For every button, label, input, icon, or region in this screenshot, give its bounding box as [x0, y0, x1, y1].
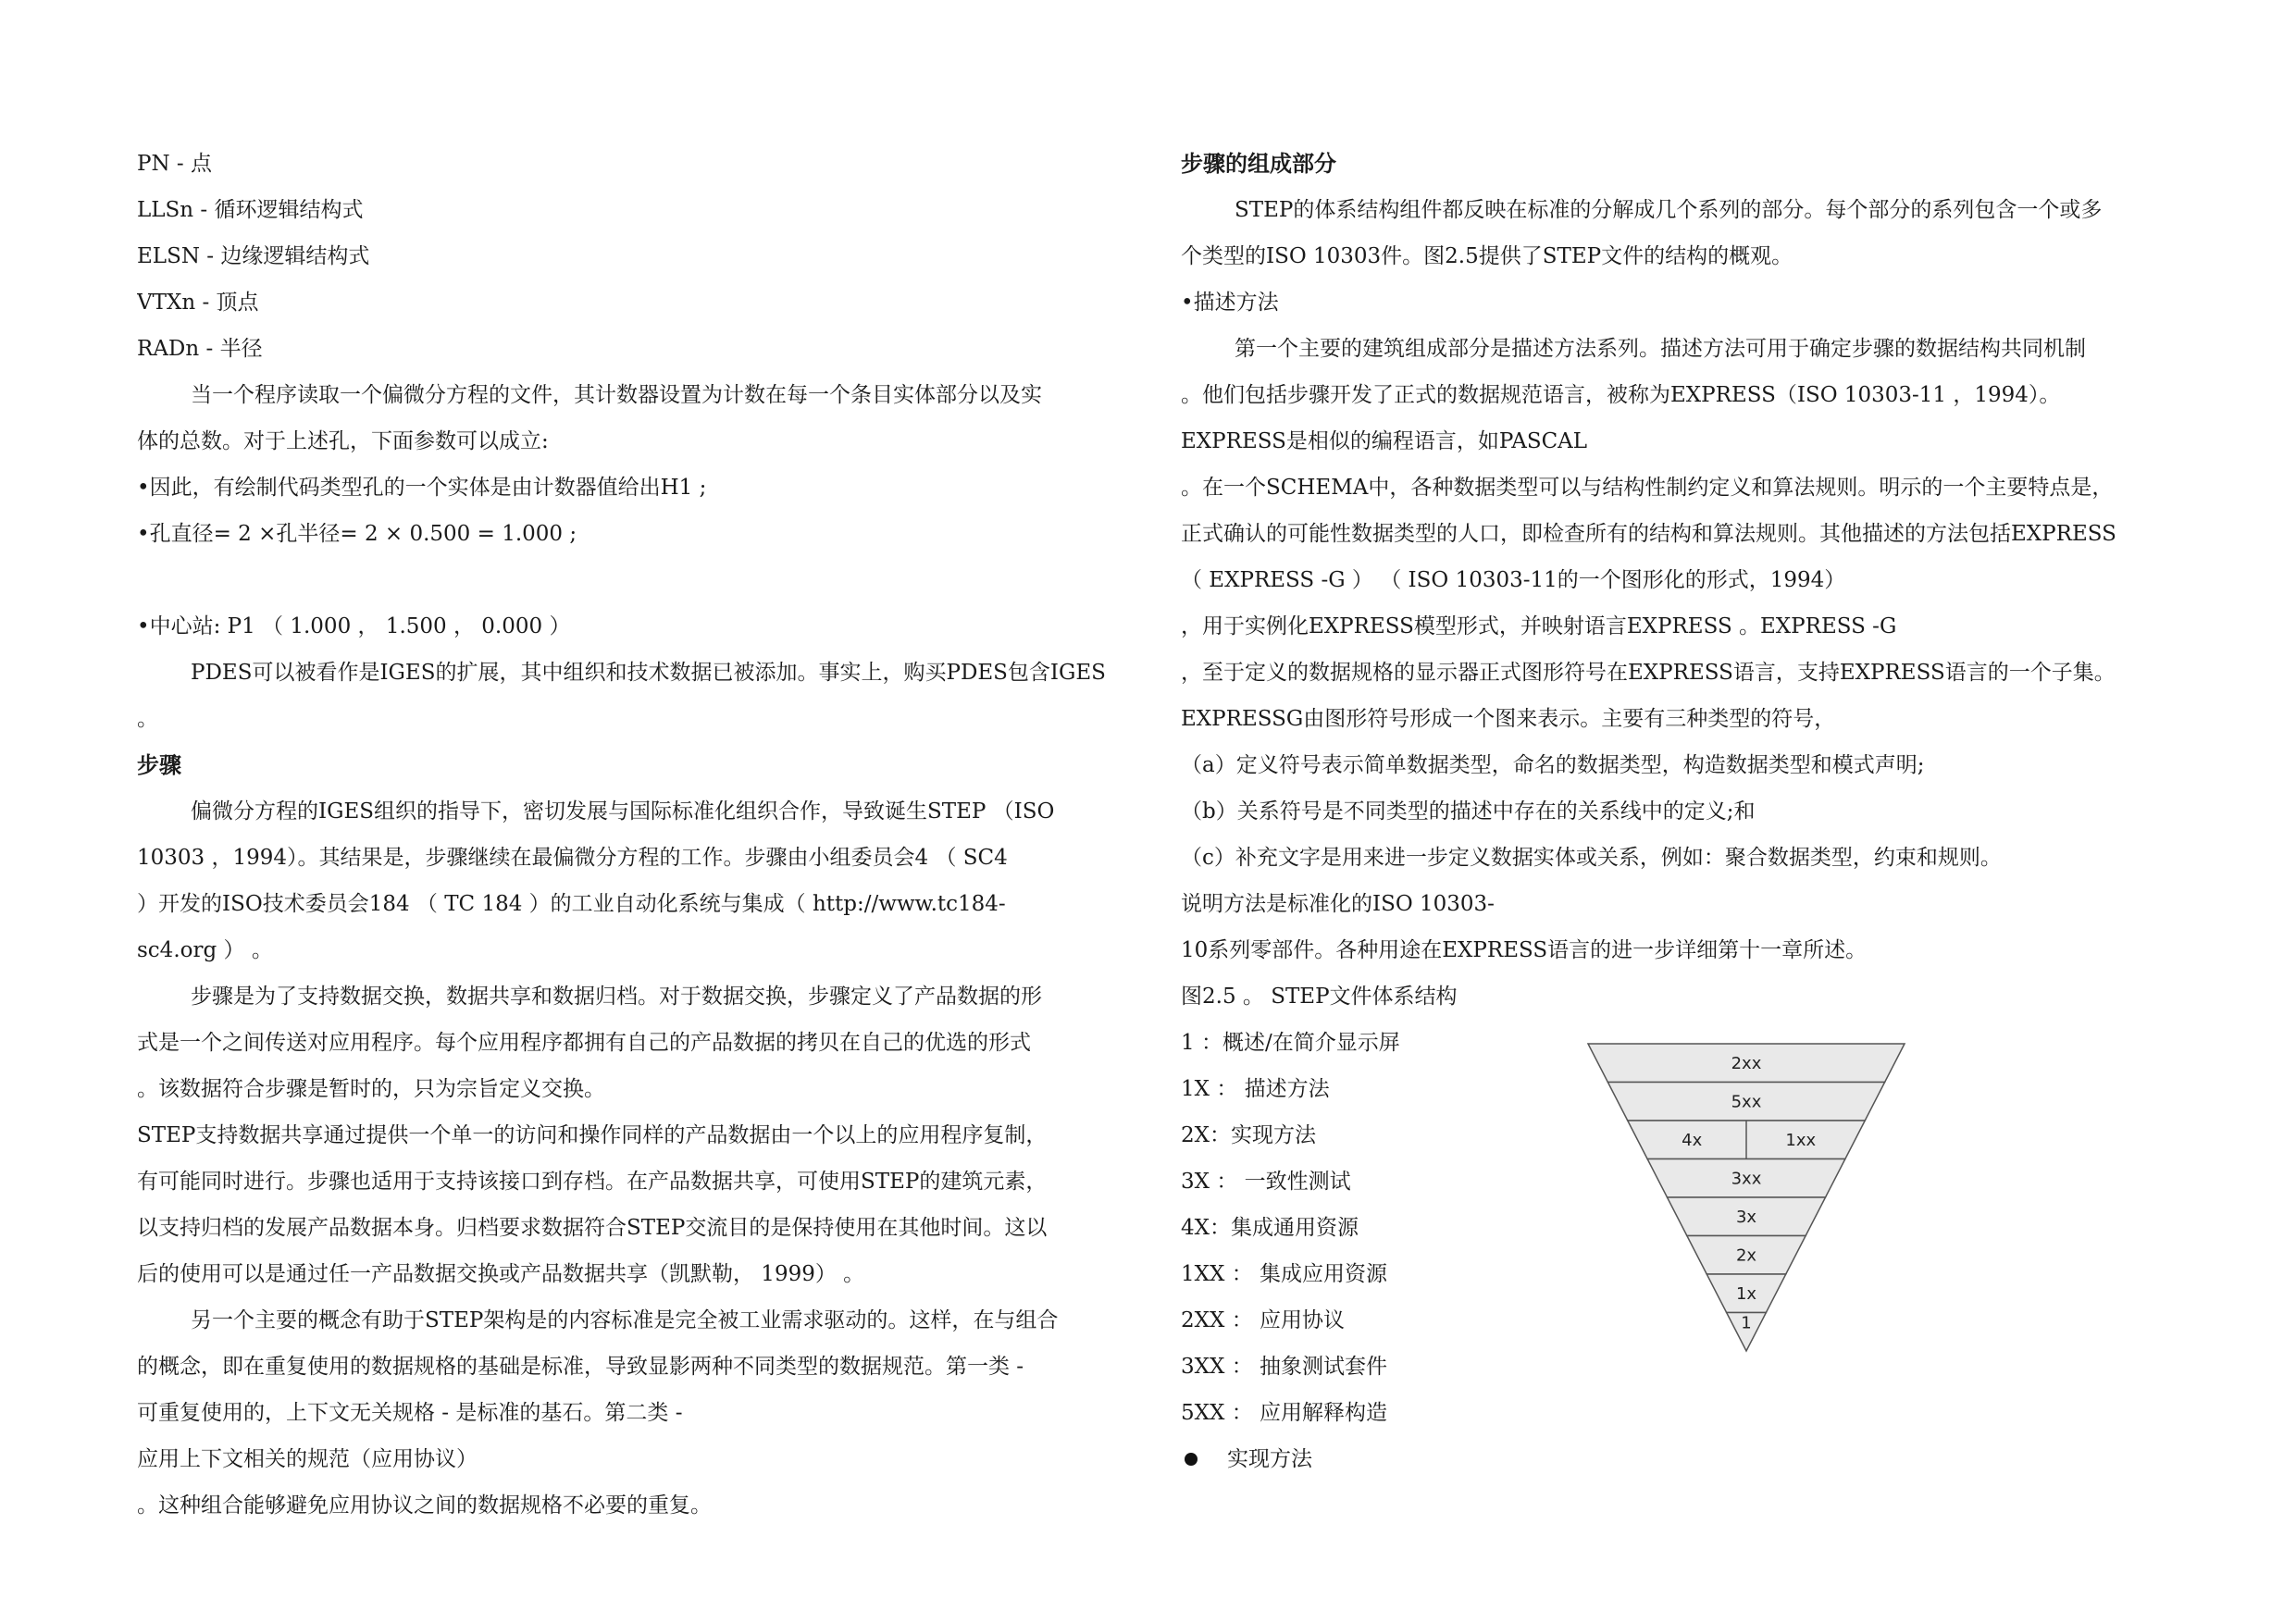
right-text-line: 5XX ： 应用解释构造: [1181, 1401, 1388, 1425]
pyramid-layer-label: 5xx: [1731, 1092, 1762, 1112]
right-text-line: 说明方法是标准化的ISO 10303-: [1181, 892, 1495, 916]
left-text-line: 的概念，即在重复使用的数据规格的基础是标准，导致显影两种不同类型的数据规范。第一类 -: [137, 1355, 1024, 1379]
right-text-line: ，用于实例化EXPRESS模型形式，并映射语言EXPRESS 。EXPRESS -G: [1181, 614, 1897, 638]
left-text-line: 应用上下文相关的规范（应用协议）: [137, 1447, 478, 1471]
right-text-line: 。在一个SCHEMA中，各种数据类型可以与结构性制约定义和算法规则。明示的一个主要特点是，: [1181, 476, 2114, 500]
right-text-line: 2X：实现方法: [1181, 1123, 1317, 1147]
right-text-line: EXPRESSG由图形符号形成一个图来表示。主要有三种类型的符号，: [1181, 707, 1836, 731]
pyramid-layer-label: 3x: [1735, 1207, 1757, 1227]
right-text-line: 图2.5 。 STEP文件体系结构: [1181, 985, 1458, 1009]
right-text-line: 个类型的ISO 10303件。图2.5提供了STEP文件的结构的概观。: [1181, 244, 1793, 268]
pyramid-layer-label: 2x: [1735, 1245, 1757, 1266]
pyramid-layer-label: 1xx: [1785, 1130, 1817, 1150]
left-text-line: sc4.org ） 。: [137, 938, 273, 962]
right-text-line: 4X：集成通用资源: [1181, 1216, 1359, 1240]
left-text-line: 式是一个之间传送对应用程序。每个应用程序都拥有自己的产品数据的拷贝在自己的优选的形式: [137, 1031, 1031, 1055]
right-text-line: 正式确认的可能性数据类型的人口，即检查所有的结构和算法规则。其他描述的方法包括EXPRESS: [1181, 522, 2116, 546]
left-text-line: 后的使用可以是通过任一产品数据交换或产品数据共享（凯默勒， 1999） 。: [137, 1262, 865, 1286]
left-text-line: 步骤是为了支持数据交换，数据共享和数据归档。对于数据交换，步骤定义了产品数据的形: [191, 985, 1042, 1009]
left-text-line: PDES可以被看作是IGES的扩展，其中组织和技术数据已被添加。事实上，购买PDES包含IGES: [191, 661, 1106, 685]
left-text-line: LLSn - 循环逻辑结构式: [137, 198, 364, 222]
left-text-line: STEP支持数据共享通过提供一个单一的访问和操作同样的产品数据由一个以上的应用程序复制，: [137, 1123, 1048, 1147]
left-text-line: 。: [137, 707, 158, 731]
left-text-line: 有可能同时进行。步骤也适用于支持该接口到存档。在产品数据共享，可使用STEP的建筑元素，: [137, 1170, 1048, 1194]
pyramid-layer-label: 1: [1741, 1313, 1752, 1333]
left-text-line: VTXn - 顶点: [137, 291, 259, 315]
pyramid-layer-label: 3xx: [1731, 1169, 1762, 1189]
right-heading: 步骤的组成部分: [1181, 151, 1336, 177]
right-text-line: EXPRESS是相似的编程语言，如PASCAL: [1181, 429, 1588, 453]
left-text-line: •因此，有绘制代码类型孔的一个实体是由计数器值给出H1 ;: [137, 476, 707, 500]
right-text-line: 10系列零部件。各种用途在EXPRESS语言的进一步详细第十一章所述。: [1181, 938, 1868, 962]
right-text-line: STEP的体系结构组件都反映在标准的分解成几个系列的部分。每个部分的系列包含一个或多: [1235, 198, 2103, 222]
pyramid-layer-label: 2xx: [1731, 1053, 1762, 1073]
right-text-line: 1X ： 描述方法: [1181, 1077, 1330, 1101]
left-text-line: 另一个主要的概念有助于STEP架构是的内容标准是完全被工业需求驱动的。这样，在与组合: [191, 1308, 1059, 1332]
left-text-line: •中心站: P1 （ 1.000 ， 1.500 ， 0.000 ）: [137, 614, 571, 638]
left-text-line: 。该数据符合步骤是暂时的，只为宗旨定义交换。: [137, 1077, 605, 1101]
pyramid-layer-label: 1x: [1735, 1283, 1757, 1304]
right-text-line: ，至于定义的数据规格的显示器正式图形符号在EXPRESS语言，支持EXPRESS语言的一个子集。: [1181, 661, 2116, 685]
right-text-line: 3X ： 一致性测试: [1181, 1170, 1351, 1194]
left-text-line: •孔直径= 2 ×孔半径= 2 × 0.500 = 1.000 ;: [137, 522, 577, 546]
right-text-line: 1 ：概述/在简介显示屏: [1181, 1031, 1400, 1055]
step-architecture-pyramid-diagram: [1584, 1040, 1908, 1355]
right-text-line: 3XX ： 抽象测试套件: [1181, 1355, 1388, 1379]
right-text-line: [1181, 1436, 2176, 1482]
right-text-line: （b）关系符号是不同类型的描述中存在的关系线中的定义;和: [1181, 799, 1756, 824]
left-text-line: PN - 点: [137, 152, 212, 176]
left-text-line: 当一个程序读取一个偏微分方程的文件，其计数器设置为计数在每一个条目实体部分以及实: [191, 383, 1042, 407]
left-text-line: 可重复使用的，上下文无关规格 - 是标准的基石。第二类 -: [137, 1401, 683, 1425]
right-text-line: 。他们包括步骤开发了正式的数据规范语言，被称为EXPRESS（ISO 10303-11 ，1994）。: [1181, 383, 2061, 407]
right-text-line: 1XX ： 集成应用资源: [1181, 1262, 1388, 1286]
left-text-line: 10303 ，1994）。其结果是，步骤继续在最偏微分方程的工作。步骤由小组委员会4 （ SC4: [137, 846, 1008, 870]
pyramid-layer-label: 4x: [1682, 1130, 1703, 1150]
left-text-line: 以支持归档的发展产品数据本身。归档要求数据符合STEP交流目的是保持使用在其他时间。这以: [137, 1216, 1048, 1240]
right-text-line: （a）定义符号表示简单数据类型，命名的数据类型，构造数据类型和模式声明;: [1181, 753, 1925, 777]
bullet-text: 实现方法: [1227, 1447, 1312, 1471]
right-text-line: （c）补充文字是用来进一步定义数据实体或关系，例如：聚合数据类型，约束和规则。: [1181, 846, 2002, 870]
left-text-line: 体的总数。对于上述孔，下面参数可以成立:: [137, 429, 549, 453]
right-text-line: （ EXPRESS -G ） （ ISO 10303-11的一个图形化的形式，1994）: [1181, 568, 1846, 592]
left-heading: 步骤: [137, 752, 181, 778]
left-text-line: ELSN - 边缘逻辑结构式: [137, 244, 370, 268]
right-text-line: 第一个主要的建筑组成部分是描述方法系列。描述方法可用于确定步骤的数据结构共同机制: [1235, 337, 2086, 361]
bullet-icon: [1185, 1453, 1198, 1466]
left-text-line: ）开发的ISO技术委员会184 （ TC 184 ）的工业自动化系统与集成（ http://www.tc184-: [137, 892, 1006, 916]
right-text-line: 2XX ： 应用协议: [1181, 1308, 1346, 1332]
left-text-line: 偏微分方程的IGES组织的指导下，密切发展与国际标准化组织合作，导致诞生STEP （ISO: [191, 799, 1055, 824]
right-text-line: •描述方法: [1181, 291, 1279, 315]
left-text-line: RADn - 半径: [137, 337, 263, 361]
left-column: [137, 141, 1132, 1529]
left-text-line: 。这种组合能够避免应用协议之间的数据规格不必要的重复。: [137, 1493, 712, 1518]
left-text-line: [137, 557, 1132, 603]
